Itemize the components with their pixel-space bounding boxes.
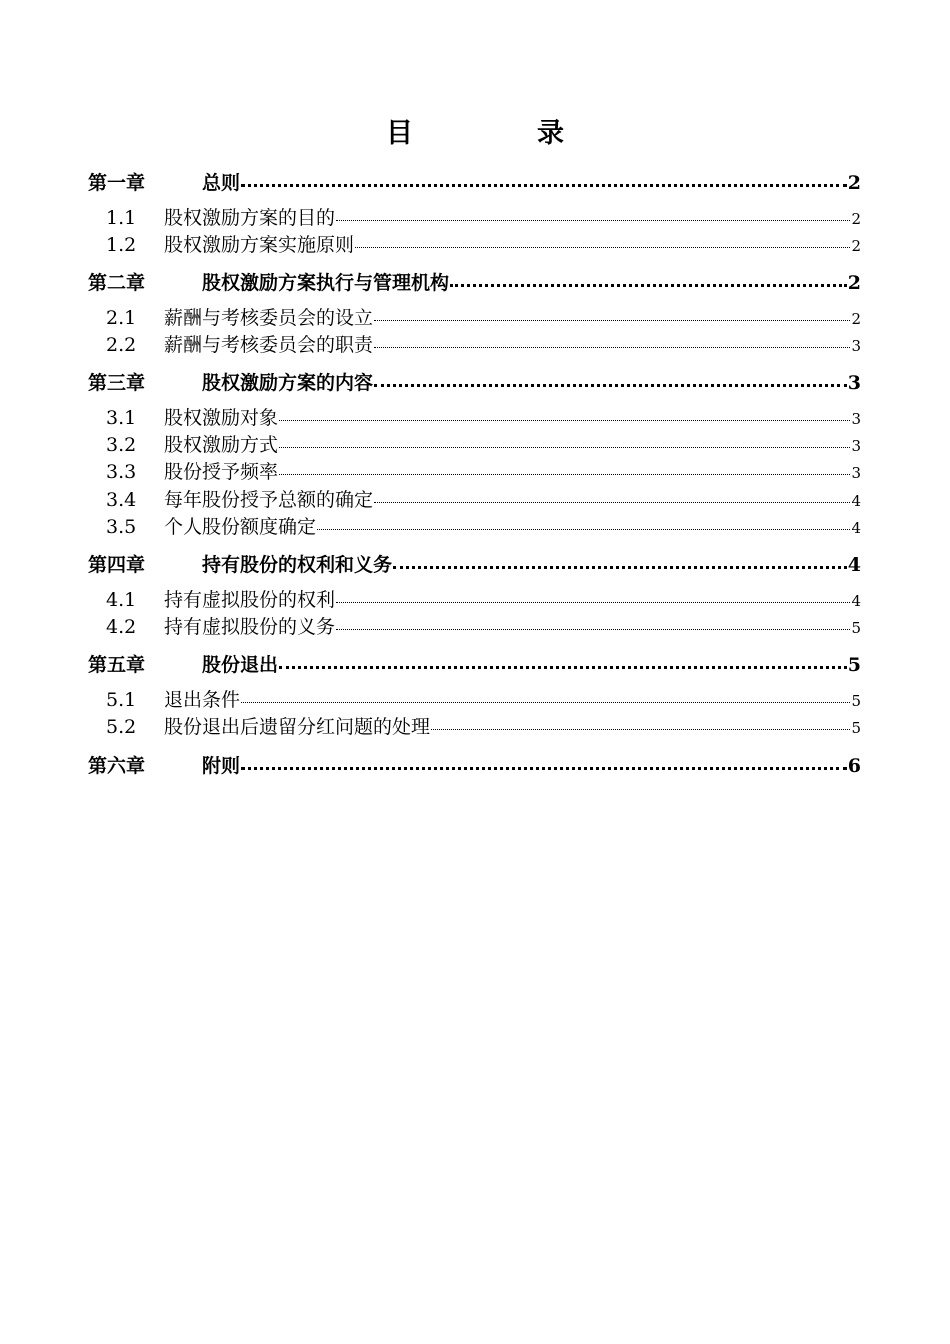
toc-entry-label: 薪酬与考核委员会的设立 bbox=[164, 307, 374, 329]
toc-chapter-entry[interactable] bbox=[88, 649, 861, 677]
toc-section-entry[interactable] bbox=[88, 404, 861, 430]
toc-entry-number: 3.1 bbox=[106, 407, 137, 429]
toc-entry-label: 持有虚拟股份的义务 bbox=[164, 616, 336, 638]
toc-entry-number: 5.1 bbox=[106, 689, 137, 711]
toc-entry-number: 第五章 bbox=[88, 654, 146, 676]
toc-dot-leader bbox=[279, 428, 850, 448]
toc-entry-label: 股份退出 bbox=[202, 654, 279, 676]
toc-entry-page-number: 4 bbox=[851, 492, 861, 510]
toc-section-entry[interactable] bbox=[88, 486, 861, 512]
toc-entry-page-number: 2 bbox=[847, 172, 861, 194]
toc-dot-leader bbox=[241, 683, 850, 703]
toc-entry-label: 持有虚拟股份的权利 bbox=[164, 589, 336, 611]
toc-dot-leader bbox=[336, 583, 850, 603]
toc-dot-leader bbox=[336, 610, 850, 630]
toc-dot-leader bbox=[241, 748, 847, 770]
toc-entry-page-number: 3 bbox=[851, 410, 861, 428]
toc-section-entry[interactable] bbox=[88, 586, 861, 612]
toc-entry-page-number: 5 bbox=[851, 692, 861, 710]
toc-section-entry[interactable] bbox=[88, 204, 861, 230]
toc-entry-page-number: 5 bbox=[847, 654, 861, 676]
toc-entry-label: 股份退出后遗留分红问题的处理 bbox=[164, 716, 431, 738]
toc-entry-number: 第六章 bbox=[88, 755, 146, 777]
toc-chapter-entry[interactable] bbox=[88, 267, 861, 295]
toc-chapter-entry[interactable] bbox=[88, 750, 861, 778]
toc-dot-leader bbox=[355, 228, 850, 248]
toc-entry-label: 股权激励方案的内容 bbox=[202, 372, 374, 394]
toc-section-entry[interactable] bbox=[88, 686, 861, 712]
toc-entry-page-number: 3 bbox=[851, 437, 861, 455]
toc-dot-leader bbox=[374, 365, 847, 387]
toc-entry-label: 股权激励方案实施原则 bbox=[164, 234, 355, 256]
toc-entry-label: 持有股份的权利和义务 bbox=[202, 554, 393, 576]
toc-entry-number: 3.3 bbox=[106, 461, 137, 483]
toc-section-entry[interactable] bbox=[88, 304, 861, 330]
toc-chapter-entry[interactable] bbox=[88, 549, 861, 577]
toc-section-entry[interactable] bbox=[88, 331, 861, 357]
toc-entry-number: 第四章 bbox=[88, 554, 146, 576]
toc-entry-number: 第一章 bbox=[88, 172, 146, 194]
toc-entry-page-number: 6 bbox=[847, 755, 861, 777]
toc-entry-number: 4.1 bbox=[106, 589, 137, 611]
toc-entry-number: 2.1 bbox=[106, 307, 137, 329]
toc-entry-page-number: 2 bbox=[851, 210, 861, 228]
toc-dot-leader bbox=[431, 710, 850, 730]
toc-entry-number: 4.2 bbox=[106, 616, 137, 638]
toc-section-entry[interactable] bbox=[88, 458, 861, 484]
toc-entry-number: 1.2 bbox=[106, 234, 137, 256]
toc-entry-page-number: 5 bbox=[851, 619, 861, 637]
toc-chapter-entry[interactable] bbox=[88, 167, 861, 195]
toc-entry-page-number: 2 bbox=[851, 237, 861, 255]
toc-entry-label: 附则 bbox=[202, 755, 241, 777]
toc-entry-page-number: 4 bbox=[851, 592, 861, 610]
toc-entry-label: 股权激励对象 bbox=[164, 407, 279, 429]
toc-chapter-entry[interactable] bbox=[88, 367, 861, 395]
toc-entry-label: 薪酬与考核委员会的职责 bbox=[164, 334, 374, 356]
toc-entry-number: 1.1 bbox=[106, 207, 137, 229]
toc-entry-number: 第二章 bbox=[88, 272, 146, 294]
toc-entry-page-number: 3 bbox=[847, 372, 861, 394]
toc-section-entry[interactable] bbox=[88, 231, 861, 257]
toc-entry-label: 个人股份额度确定 bbox=[164, 516, 317, 538]
toc-section-entry[interactable] bbox=[88, 431, 861, 457]
toc-entry-number: 3.5 bbox=[106, 516, 137, 538]
toc-dot-leader bbox=[374, 483, 850, 503]
toc-entry-label: 每年股份授予总额的确定 bbox=[164, 489, 374, 511]
toc-dot-leader bbox=[393, 547, 847, 569]
toc-entry-page-number: 3 bbox=[851, 337, 861, 355]
toc-entry-label: 股权激励方式 bbox=[164, 434, 279, 456]
toc-section-entry[interactable] bbox=[88, 713, 861, 739]
toc-dot-leader bbox=[374, 328, 850, 348]
toc-dot-leader bbox=[374, 301, 850, 321]
toc-entry-label: 股权激励方案的目的 bbox=[164, 207, 336, 229]
toc-entry-page-number: 3 bbox=[851, 464, 861, 482]
toc-dot-leader bbox=[279, 647, 847, 669]
toc-dot-leader bbox=[279, 455, 850, 475]
toc-dot-leader bbox=[241, 165, 847, 187]
toc-section-entry[interactable] bbox=[88, 513, 861, 539]
toc-dot-leader bbox=[279, 401, 850, 421]
toc-title-part1: 目 bbox=[386, 118, 413, 149]
toc-entry-label: 股权激励方案执行与管理机构 bbox=[202, 272, 450, 294]
toc-dot-leader bbox=[450, 265, 847, 287]
toc-entry-number: 2.2 bbox=[106, 334, 137, 356]
toc-title bbox=[0, 112, 950, 156]
toc-title-part2: 录 bbox=[537, 118, 564, 149]
toc-entry-number: 第三章 bbox=[88, 372, 146, 394]
toc-entry-number: 5.2 bbox=[106, 716, 137, 738]
toc-dot-leader bbox=[317, 510, 850, 530]
toc-entry-label: 退出条件 bbox=[164, 689, 241, 711]
toc-entry-page-number: 4 bbox=[851, 519, 861, 537]
toc-entry-number: 3.2 bbox=[106, 434, 137, 456]
toc-entry-page-number: 4 bbox=[847, 554, 861, 576]
toc-entry-label: 股份授予频率 bbox=[164, 461, 279, 483]
toc-section-entry[interactable] bbox=[88, 613, 861, 639]
toc-entry-label: 总则 bbox=[202, 172, 241, 194]
toc-entry-page-number: 5 bbox=[851, 719, 861, 737]
toc-entry-page-number: 2 bbox=[847, 272, 861, 294]
toc-entry-number: 3.4 bbox=[106, 489, 137, 511]
toc-dot-leader bbox=[336, 201, 850, 221]
toc-entry-page-number: 2 bbox=[851, 310, 861, 328]
